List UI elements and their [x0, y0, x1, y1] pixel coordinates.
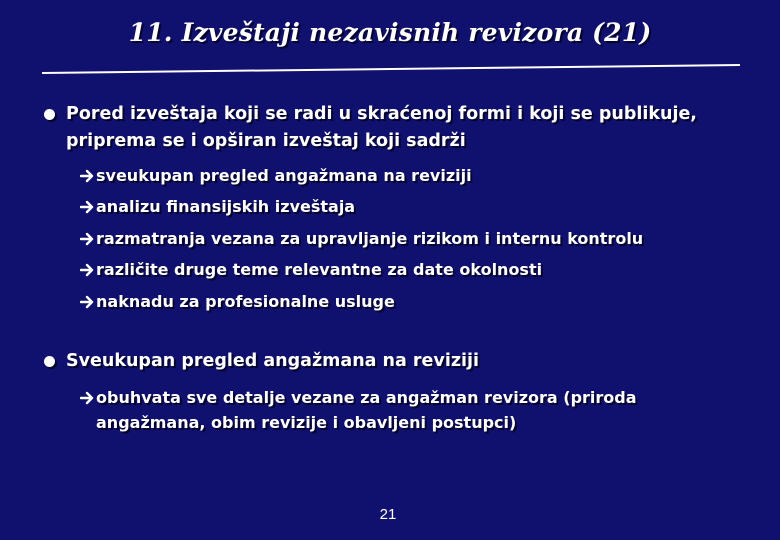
- sub-bullet-text: naknadu za profesionalne usluge: [96, 292, 395, 311]
- right-arrow-icon: [80, 194, 95, 219]
- bullet-dot-icon: [44, 109, 55, 120]
- sub-bullet-item: [80, 385, 720, 435]
- right-arrow-icon: [80, 226, 95, 251]
- sub-bullet-item: [80, 194, 720, 219]
- bullet-text: Pored izveštaja koji se radi u skraćenoj formi i koji se publikuje, priprema se i opširan izveštaj koji sadrži: [66, 104, 697, 151]
- sub-bullet-text: obuhvata sve detalje vezane za angažman revizora (priroda angažmana, obim revizije i obavljeni postupci): [96, 388, 637, 432]
- right-arrow-icon: [80, 385, 95, 410]
- sub-bullet-item: [80, 163, 720, 188]
- right-arrow-icon: [80, 163, 95, 188]
- sub-bullet-text: razmatranja vezana za upravljanje rizikom i internu kontrolu: [96, 229, 644, 248]
- sub-bullet-item: [80, 226, 720, 251]
- sub-bullet-item: [80, 257, 720, 282]
- bullet-item: [44, 101, 734, 155]
- page-number: 21: [379, 506, 397, 523]
- right-arrow-icon: [80, 257, 95, 282]
- bullet-dot-icon: [44, 356, 55, 367]
- bullet-text: Sveukupan pregled angažmana na reviziji: [66, 351, 480, 371]
- title-divider-line: [42, 62, 740, 74]
- slide-title: 11. Izveštaji nezavisnih revizora (21): [128, 18, 652, 47]
- right-arrow-icon: [80, 289, 95, 314]
- sub-bullet-text: analizu finansijskih izveštaja: [96, 197, 356, 216]
- bullet-item: [44, 348, 734, 375]
- sub-bullet-item: [80, 289, 720, 314]
- sub-bullet-text: različite druge teme relevantne za date okolnosti: [96, 260, 543, 279]
- sub-bullet-text: sveukupan pregled angažmana na reviziji: [96, 166, 472, 185]
